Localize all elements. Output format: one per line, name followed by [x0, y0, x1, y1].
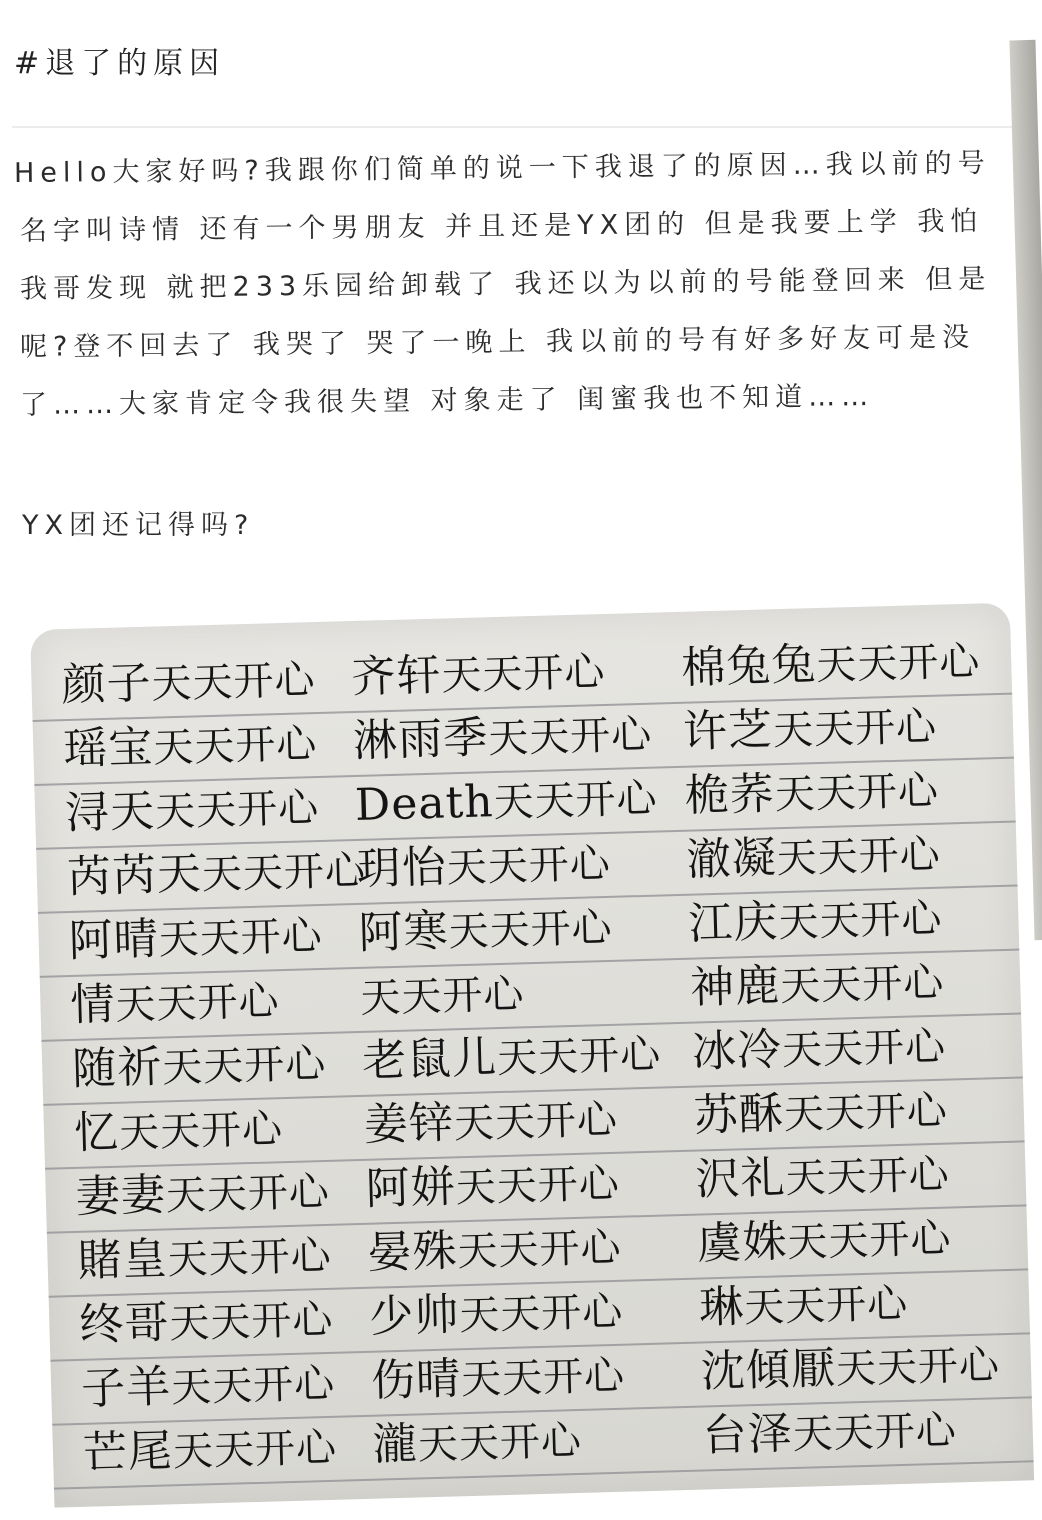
name-suffix: 天天开心: [158, 912, 324, 964]
name-text: 瑶宝: [62, 721, 155, 776]
handwritten-name-list: [61, 625, 1004, 1482]
name-entry: [68, 906, 359, 971]
name-suffix: 天天开心: [496, 1031, 662, 1083]
name-text: 淋雨季: [352, 712, 489, 768]
name-text: 冰冷: [691, 1024, 783, 1078]
name-entry: [77, 1226, 368, 1291]
post-body-line: 名字叫诗情 还有一个男朋友 并且还是YX团的 但是我要上学 我怕: [19, 205, 984, 247]
title-divider: [12, 126, 1030, 128]
name-entry: [61, 650, 352, 715]
name-entry: [370, 1345, 701, 1411]
name-suffix: 天天开心: [784, 1151, 951, 1203]
name-entry: [700, 1336, 1001, 1401]
name-entry: [365, 1153, 696, 1219]
name-entry: [360, 961, 691, 1027]
attached-photo[interactable]: [30, 603, 1034, 1508]
name-text: 芮芮天: [66, 848, 203, 904]
name-text: 澈凝: [685, 832, 778, 886]
bottom-fade: [0, 1506, 1042, 1520]
name-entry: [358, 897, 689, 963]
name-entry: [369, 1281, 700, 1347]
name-entry: [689, 952, 990, 1017]
ruled-lines: [30, 603, 1010, 630]
name-entry: [702, 1400, 1003, 1465]
name-suffix: 天天开心: [455, 1160, 621, 1212]
post-question: YX团还记得吗?: [22, 510, 255, 541]
post-body-line: 呢?登不回去了 我哭了 哭了一晚上 我以前的号有好多好友可是没: [19, 321, 976, 363]
name-text: 老鼠儿: [361, 1032, 498, 1087]
name-text: 晏殊: [366, 1225, 459, 1279]
name-text: 苏酥: [693, 1088, 785, 1142]
name-suffix: 天天开心: [167, 1232, 333, 1284]
name-entry: [73, 1098, 364, 1163]
post-body: [14, 145, 994, 435]
name-suffix: 天天开心: [786, 1215, 952, 1267]
name-suffix: 天天开心: [460, 1352, 626, 1404]
name-suffix: 天天开心: [774, 767, 940, 819]
post-body-line: 了……大家肯定令我很失望 对象走了 闺蜜我也不知道……: [19, 380, 875, 421]
name-text: 玥怡: [356, 841, 448, 895]
name-suffix: 天天开心: [456, 1224, 623, 1276]
name-entry: [695, 1144, 996, 1209]
name-suffix: 天天开心: [781, 1023, 947, 1075]
name-entry: [367, 1217, 698, 1283]
name-text: 台泽: [702, 1408, 794, 1462]
name-entry: [70, 970, 361, 1035]
name-suffix: 天天开心: [150, 657, 317, 708]
name-text: 棉兔兔: [680, 639, 817, 694]
name-text: 琳: [698, 1281, 745, 1334]
post-body-line: 我哥发现 就把233乐园给卸载了 我还以为以前的号能登回来 但是: [19, 263, 992, 305]
name-text: 江庆: [687, 896, 780, 950]
name-suffix: 天天开心: [776, 831, 942, 883]
name-suffix: 天天开心: [152, 721, 318, 772]
name-suffix: 天天开心: [154, 785, 320, 836]
name-text: Death: [354, 776, 495, 831]
name-text: 随祈: [71, 1041, 163, 1095]
name-text: 伤晴: [370, 1353, 462, 1407]
name-text: 阿晴: [68, 913, 160, 968]
name-entry: [63, 714, 354, 779]
name-suffix: 天天开心: [161, 1040, 327, 1092]
name-entry: [351, 641, 682, 707]
name-suffix: 天天开心: [165, 1168, 331, 1220]
name-suffix: 天天开心: [168, 1296, 335, 1348]
name-entry: [79, 1290, 370, 1355]
name-suffix: 天天开心: [440, 648, 607, 700]
name-entry: [682, 696, 983, 761]
name-text: 少帅: [368, 1289, 460, 1343]
name-text: 瀧: [372, 1418, 419, 1471]
name-suffix: 天天开心: [172, 1424, 338, 1476]
name-entry: [688, 888, 989, 953]
name-suffix: 天天开心: [359, 971, 526, 1022]
post-title: #退了的原因: [14, 46, 226, 81]
name-entry: [72, 1034, 363, 1099]
name-text: 神鹿: [689, 960, 781, 1014]
name-entry: [80, 1354, 371, 1419]
name-suffix: 天天开心: [201, 847, 367, 899]
name-suffix: 天天开心: [447, 904, 614, 956]
name-text: 终哥: [78, 1297, 171, 1351]
name-suffix: 天天开心: [118, 1106, 284, 1157]
name-suffix: 天天开心: [815, 638, 981, 690]
name-entry: [356, 833, 687, 899]
name-suffix: 天天开心: [446, 840, 612, 892]
name-entry: [693, 1080, 994, 1145]
name-suffix: 天天开心: [777, 895, 944, 947]
name-suffix: 天天开心: [792, 1407, 958, 1459]
name-suffix: 天天开心: [453, 1096, 619, 1148]
name-entry: [75, 1162, 366, 1227]
name-suffix: 天天开心: [417, 1417, 583, 1469]
name-text: 忆: [73, 1106, 120, 1159]
name-entry: [691, 1016, 992, 1081]
name-text: 许芝: [682, 704, 774, 758]
name-text: 子羊: [80, 1361, 172, 1415]
name-text: 虞姝: [696, 1216, 789, 1270]
name-suffix: 天天开心: [779, 959, 945, 1011]
name-entry: [352, 705, 683, 771]
name-text: 情: [69, 978, 117, 1032]
name-suffix: 天天开心: [458, 1288, 624, 1340]
name-suffix: 天天开心: [170, 1360, 336, 1412]
name-text: 妻妻: [75, 1169, 167, 1223]
name-entry: [354, 769, 685, 835]
name-text: 浔天: [64, 785, 156, 840]
name-entry: [372, 1409, 703, 1475]
name-entry: [698, 1272, 999, 1337]
name-text: 芒尾: [82, 1425, 174, 1479]
name-suffix: 天天开心: [772, 703, 938, 755]
name-suffix: 天天开心: [487, 711, 653, 763]
name-entry: [361, 1025, 692, 1091]
name-suffix: 天天开心: [835, 1342, 1001, 1393]
name-entry: [681, 632, 982, 697]
name-suffix: 天天开心: [743, 1280, 909, 1332]
name-text: 阿寒: [357, 905, 450, 959]
name-text: 桅荞: [684, 768, 776, 822]
name-text: 颜子: [60, 657, 153, 712]
name-suffix: 天天开心: [492, 775, 659, 827]
name-text: 姜锌: [363, 1097, 455, 1151]
name-text: 阿姘: [365, 1161, 457, 1215]
name-text: 沢礼: [694, 1152, 787, 1206]
name-entry: [64, 778, 355, 843]
name-entry: [82, 1418, 373, 1483]
name-entry: [686, 824, 987, 889]
name-suffix: 天天开心: [114, 978, 281, 1029]
name-text: 齐轩: [350, 649, 443, 704]
name-entry: [363, 1089, 694, 1155]
name-text: 沈傾厭: [700, 1342, 837, 1398]
name-entry: [684, 760, 985, 825]
name-suffix: 天天开心: [783, 1087, 949, 1139]
name-entry: [66, 842, 367, 907]
name-entry: [697, 1208, 998, 1273]
name-text: 賭皇: [76, 1233, 169, 1287]
post-body-line: Hello大家好吗?我跟你们简单的说一下我退了的原因…我以前的号: [13, 147, 991, 189]
